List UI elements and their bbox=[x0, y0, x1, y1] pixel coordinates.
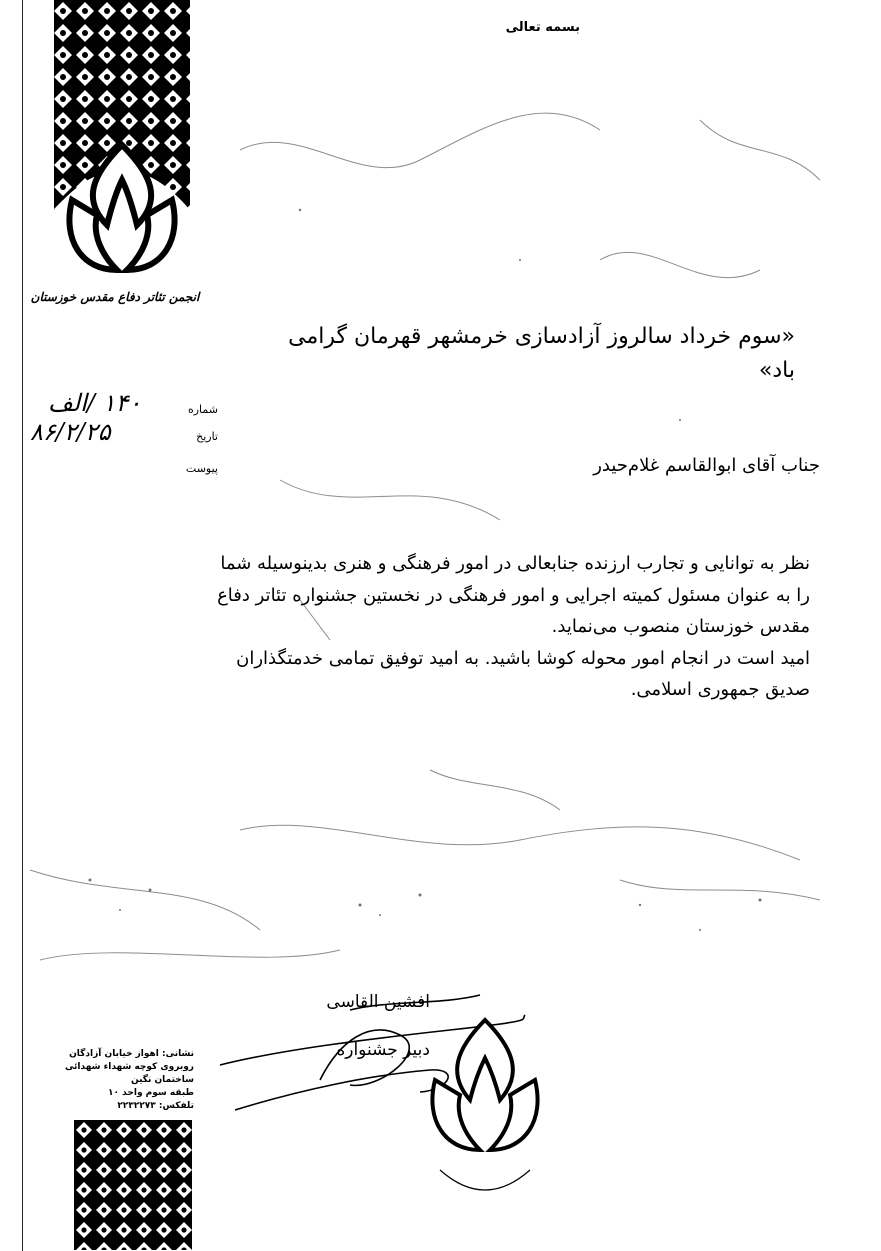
signer-title: دبیر جشنواره bbox=[336, 1040, 430, 1060]
reference-date-label: تاریخ bbox=[196, 430, 218, 443]
address-line: تلفکس: ۲۲۳۲۲۷۳ bbox=[117, 1101, 194, 1111]
letter-body bbox=[210, 548, 810, 706]
address-line: روبروی کوچه شهداء شهدائی bbox=[64, 1062, 194, 1072]
basmala-header: بسمه تعالی bbox=[505, 20, 580, 35]
address-line: طبقه سوم واحد ۱۰ bbox=[108, 1088, 194, 1098]
body-paragraph-1: نظر به توانایی و تجارب ارزنده جنابعالی در امور فرهنگی و هنری بدینوسیله شما را به عنوان مسئول کمیته اجرایی و امور فرهنگی در نخستین جشنواره تئاتر دفاع مقدس خوزستان منصوب می‌نماید. bbox=[217, 553, 810, 637]
logo-caption: انجمن تئاتر دفاع مقدس خوزستان bbox=[30, 290, 200, 304]
reference-number-value: ۱۴۰ /الف bbox=[48, 389, 142, 417]
reference-number-label: شماره bbox=[187, 403, 218, 416]
addressee: جناب آقای ابوالقاسم غلام‌حیدر bbox=[593, 455, 820, 476]
reference-attachment-label: پیوست bbox=[185, 462, 218, 475]
address-block bbox=[64, 1048, 194, 1113]
organization-logo bbox=[52, 0, 192, 330]
signer-name: افشین القاسی bbox=[326, 992, 430, 1012]
footer-pattern-tile bbox=[74, 1120, 192, 1250]
reference-date-value: ۸۶/۲/۲۵ bbox=[30, 418, 111, 446]
slogan-text: «سوم خرداد سالروز آزادسازی خرمشهر قهرمان گرامی باد» bbox=[288, 324, 795, 383]
address-line: ساختمان نگین bbox=[130, 1075, 194, 1085]
body-paragraph-2: امید است در انجام امور محوله کوشا باشید. به امید توفیق تمامی خدمتگذاران صدیق جمهوری اسلامی. bbox=[236, 647, 810, 700]
organization-stamp bbox=[420, 1010, 550, 1210]
address-line: نشانی: اهواز خیابان آزادگان bbox=[69, 1049, 194, 1059]
